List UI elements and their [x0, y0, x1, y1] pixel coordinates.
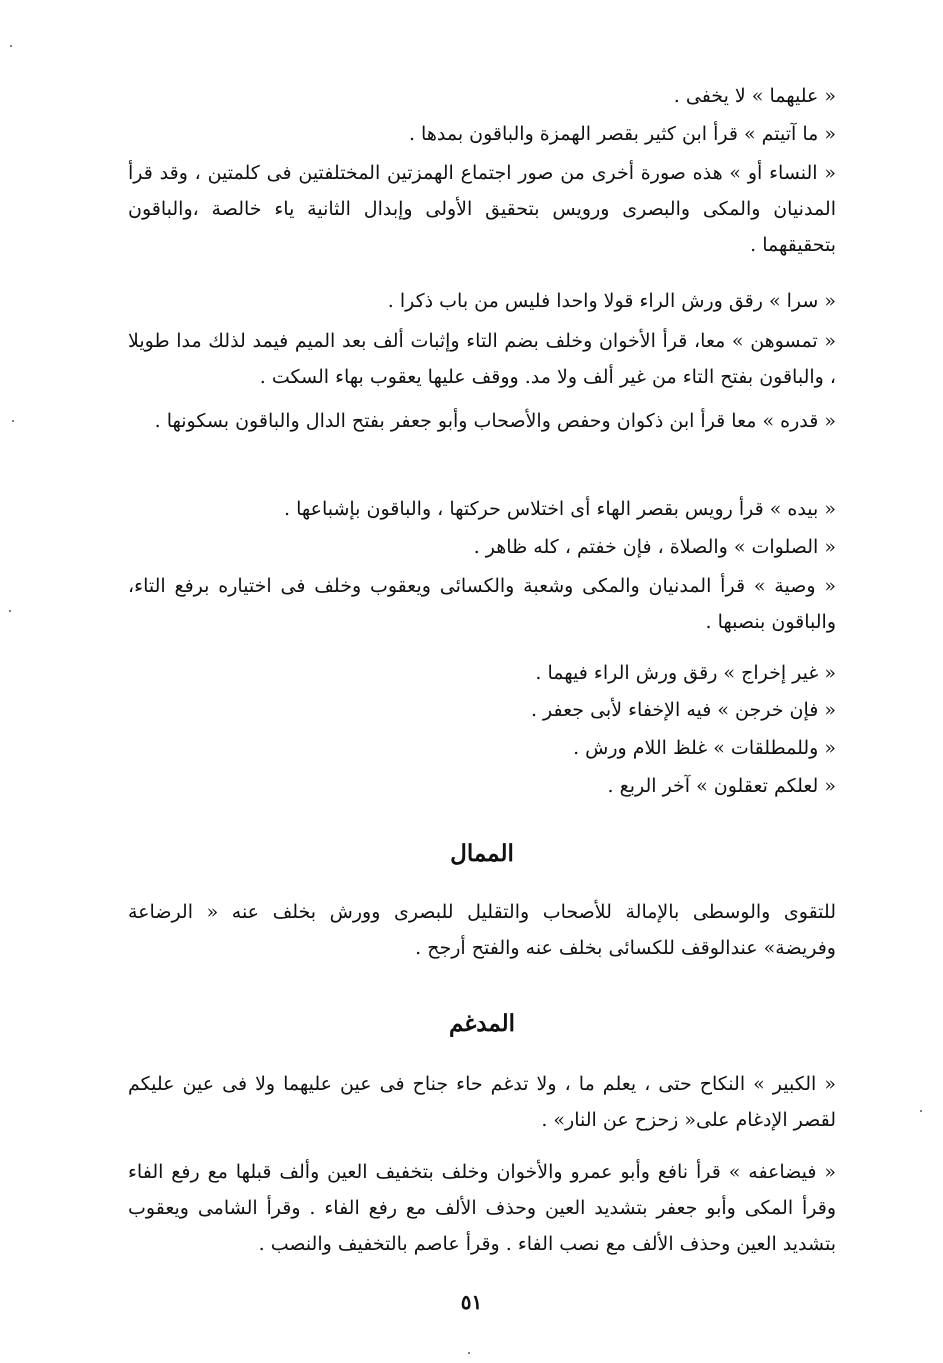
scan-speck [12, 420, 14, 422]
paragraph-alayhima: « عليهما » لا يخفى . [673, 85, 836, 107]
paragraph-laallakum: « لعلكم تعقلون » آخر الربع . [607, 775, 836, 797]
paragraph-mumal: للتقوى والوسطى بالإمالة للأصحاب والتقليل للبصرى وورش بخلف عنه « الرضاعة وفريضة» عندالوقف للكسائى بخلف عنه والفتح أرجح . [128, 901, 836, 959]
paragraph-ghayra-ikhraj: « غير إخراج » رقق ورش الراء فيهما . [535, 662, 836, 684]
section-heading-mumal: الممال [450, 840, 514, 867]
scan-speck [10, 45, 12, 47]
section-heading-mudgham: المدغم [448, 1010, 516, 1037]
paragraph-wasiyyatan: « وصية » قرأ المدنيان والمكى وشعبة والكسائى ويعقوب وخلف فى اختياره برفع التاء، والباقون بنصبها . [128, 575, 836, 633]
paragraph-al-kabir: « الكبير » النكاح حتى ، يعلم ما ، ولا تدغم حاء جناح فى عين عليهما ولا فى عين عليكم لقصر الإدغام على« زحزح عن النار» . [128, 1073, 836, 1131]
page-number: ٥١ [460, 1290, 483, 1314]
paragraph-wa-lil-mutallaqat: « وللمطلقات » غلظ اللام ورش . [573, 737, 836, 759]
scan-speck [920, 1110, 922, 1112]
paragraph-fa-in-kharajna: « فإن خرجن » فيه الإخفاء لأبى جعفر . [530, 699, 836, 721]
paragraph-ma-ataytum: « ما آتيتم » قرأ ابن كثير بقصر الهمزة والباقون بمدها . [408, 123, 836, 145]
paragraph-qadruhu: « قدره » معا قرأ ابن ذكوان وحفص والأصحاب وأبو جعفر بفتح الدال والباقون بسكونها . [154, 410, 836, 432]
paragraph-sirran: « سرا » رقق ورش الراء قولا واحدا فليس من باب ذكرا . [387, 290, 836, 312]
paragraph-biyadihi: « بيده » قرأ رويس بقصر الهاء أى اختلاس حركتها ، والباقون بإشباعها . [283, 498, 836, 520]
paragraph-tamassuhunna: « تمسوهن » معا، قرأ الأخوان وخلف بضم التاء وإثبات ألف بعد الميم فيمد لذلك مدا طويلا ، والباقون بفتح التاء من غير ألف ولا مد. ووقف عليها يعقوب بهاء السكت . [128, 330, 836, 388]
paragraph-al-nisa-aw: « النساء أو » هذه صورة أخرى من صور اجتماع الهمزتين المختلفتين فى كلمتين ، وقد قرأ المدنيان والمكى والبصرى ورويس بتحقيق الأولى وإبدال الثانية ياء خالصة ،والباقون بتحقيقهما . [128, 162, 836, 256]
scan-speck [9, 610, 11, 612]
paragraph-al-salawat: « الصلوات » والصلاة ، فإن خفتم ، كله ظاهر . [473, 536, 836, 558]
scan-speck [468, 1352, 470, 1354]
paragraph-fa-yudaifahu: « فيضاعفه » قرأ نافع وأبو عمرو والأخوان وخلف بتخفيف العين وألف قبلها مع رفع الفاء وقرأ المكى وأبو جعفر بتشديد العين وحذف الألف مع رفع الفاء . وقرأ الشامى ويعقوب بتشديد العين وحذف الألف مع نصب الفاء . وقرأ عاصم بالتخفيف والنصب . [128, 1161, 836, 1255]
